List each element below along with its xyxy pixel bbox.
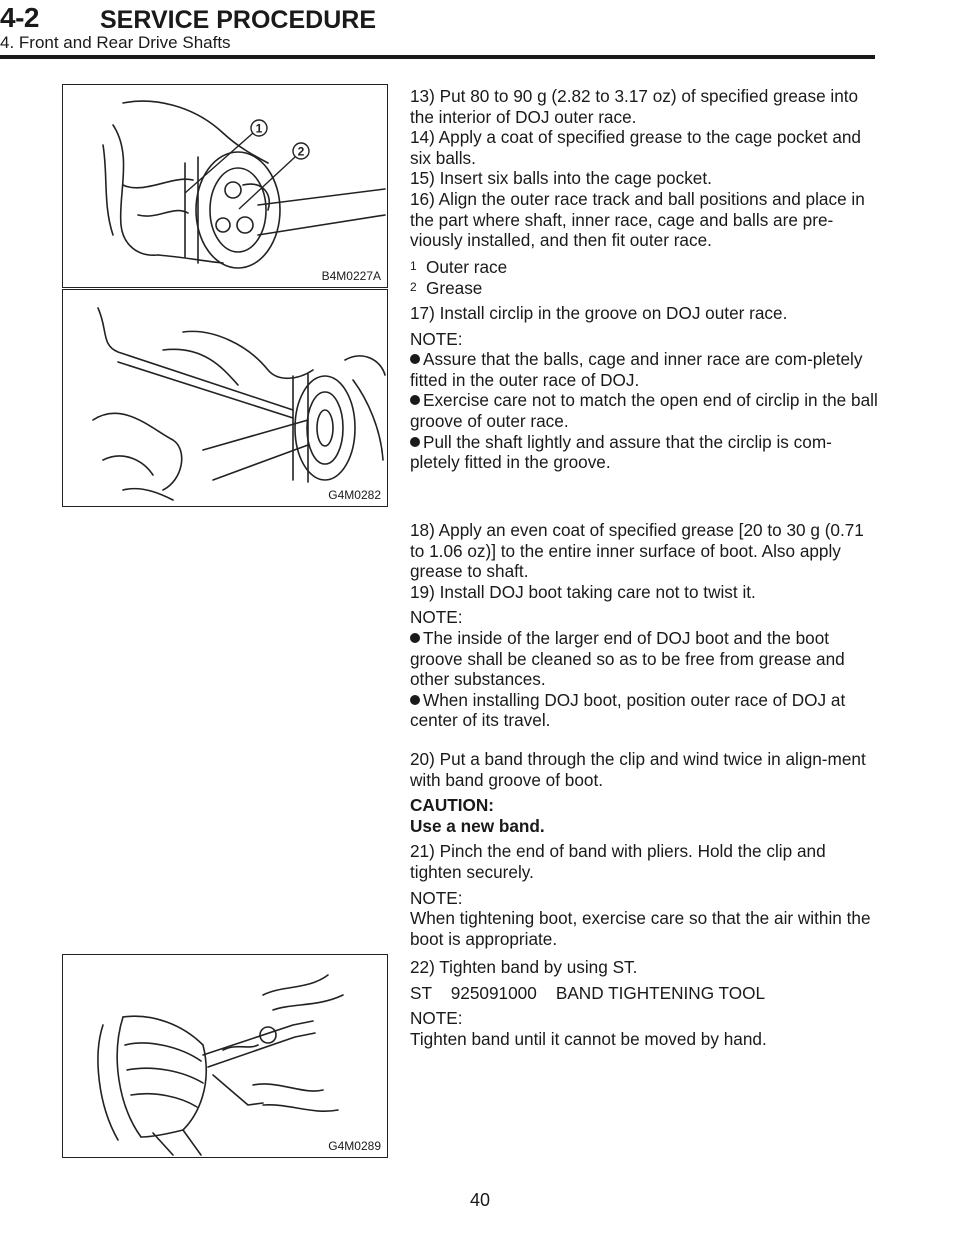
step-17 [410,303,880,473]
note-item: Assure that the balls, cage and inner race are com-pletely fitted in the outer race of DOJ. [410,349,863,390]
legend-num-1: 1 [410,258,417,273]
step-22-text: 22) Tighten band by using ST. [410,957,638,977]
note-text: When tightening boot, exercise care so that the air within the boot is appropriate. [410,908,871,949]
figure-outer-race-grease [62,84,388,288]
step-21: 21) Pinch the end of band with pliers. Hold the clip and tighten securely. [410,841,826,882]
callout-1: 1 [255,121,263,136]
callout-2: 2 [297,144,305,159]
page-number: 40 [469,1190,491,1210]
legend-item [410,256,880,278]
figure-id: B4M0227A [321,269,381,283]
bullet-icon [410,695,420,705]
figure-band-tool-illustration [63,955,387,1157]
bullet-icon [410,437,420,447]
section-code: 4-2 [0,2,39,33]
step-14: 14) Apply a coat of specified grease to the cage pocket and six balls. [410,127,861,168]
steps-18-21 [410,520,880,949]
bullet-icon [410,633,420,643]
step-16: 16) Align the outer race track and ball positions and place in the part where shaft, inner race, cage and balls are pre-viously installed, and then fit outer race. [410,188,865,251]
caution-label: CAUTION: [410,795,495,816]
special-tool-line: ST 925091000 BAND TIGHTENING TOOL [410,982,766,1003]
page-header [0,0,960,62]
note-text: Tighten band until it cannot be moved by hand. [410,1028,767,1049]
legend-label-1: Outer race [426,256,508,277]
legend-item [410,277,880,299]
note-item: The inside of the larger end of DOJ boot and the boot groove shall be cleaned so as to be free from grease and other substances. [410,627,845,690]
figure-id: G4M0289 [328,1139,381,1153]
bullet-icon [410,354,420,364]
note-label: NOTE: [410,328,463,349]
note-label: NOTE: [410,1008,463,1029]
note-item: When installing DOJ boot, position outer race of DOJ at center of its travel. [410,689,846,731]
step-13: 13) Put 80 to 90 g (2.82 to 3.17 oz) of specified grease into the interior of DOJ outer race. [410,86,859,127]
note-label: NOTE: [410,887,463,908]
step-15: 15) Insert six balls into the cage pocket. [410,168,712,189]
step-18: 18) Apply an even coat of specified grease [20 to 30 g (0.71 to 1.06 oz)] to the entire inner surface of boot. Also apply grease to shaft. [410,520,864,582]
note-label: NOTE: [410,607,463,628]
steps-13-16 [410,86,880,299]
page-subtitle: 4. Front and Rear Drive Shafts [0,33,231,52]
figure-circlip-illustration [63,290,387,506]
figure-id: G4M0282 [328,488,381,502]
legend-num-2: 2 [410,280,417,295]
note-item: Exercise care not to match the open end of circlip in the ball groove of outer race. [410,390,878,431]
figure-band-tightening [62,954,388,1158]
page-title: SERVICE PROCEDURE [100,6,376,34]
figure-circlip-install [62,289,388,507]
bullet-icon [410,395,420,405]
legend-label-2: Grease [426,278,483,299]
step-19: 19) Install DOJ boot taking care not to twist it. [410,581,756,602]
step-22 [410,957,880,1049]
caution-text: Use a new band. [410,815,545,836]
figure-outer-race-illustration [63,85,387,287]
step-20: 20) Put a band through the clip and wind twice in align-ment with band groove of boot. [410,748,866,790]
note-item: Pull the shaft lightly and assure that the circlip is com-pletely fitted in the groove. [410,431,832,473]
header-rule [0,55,875,59]
step-17-text: 17) Install circlip in the groove on DOJ outer race. [410,303,788,323]
